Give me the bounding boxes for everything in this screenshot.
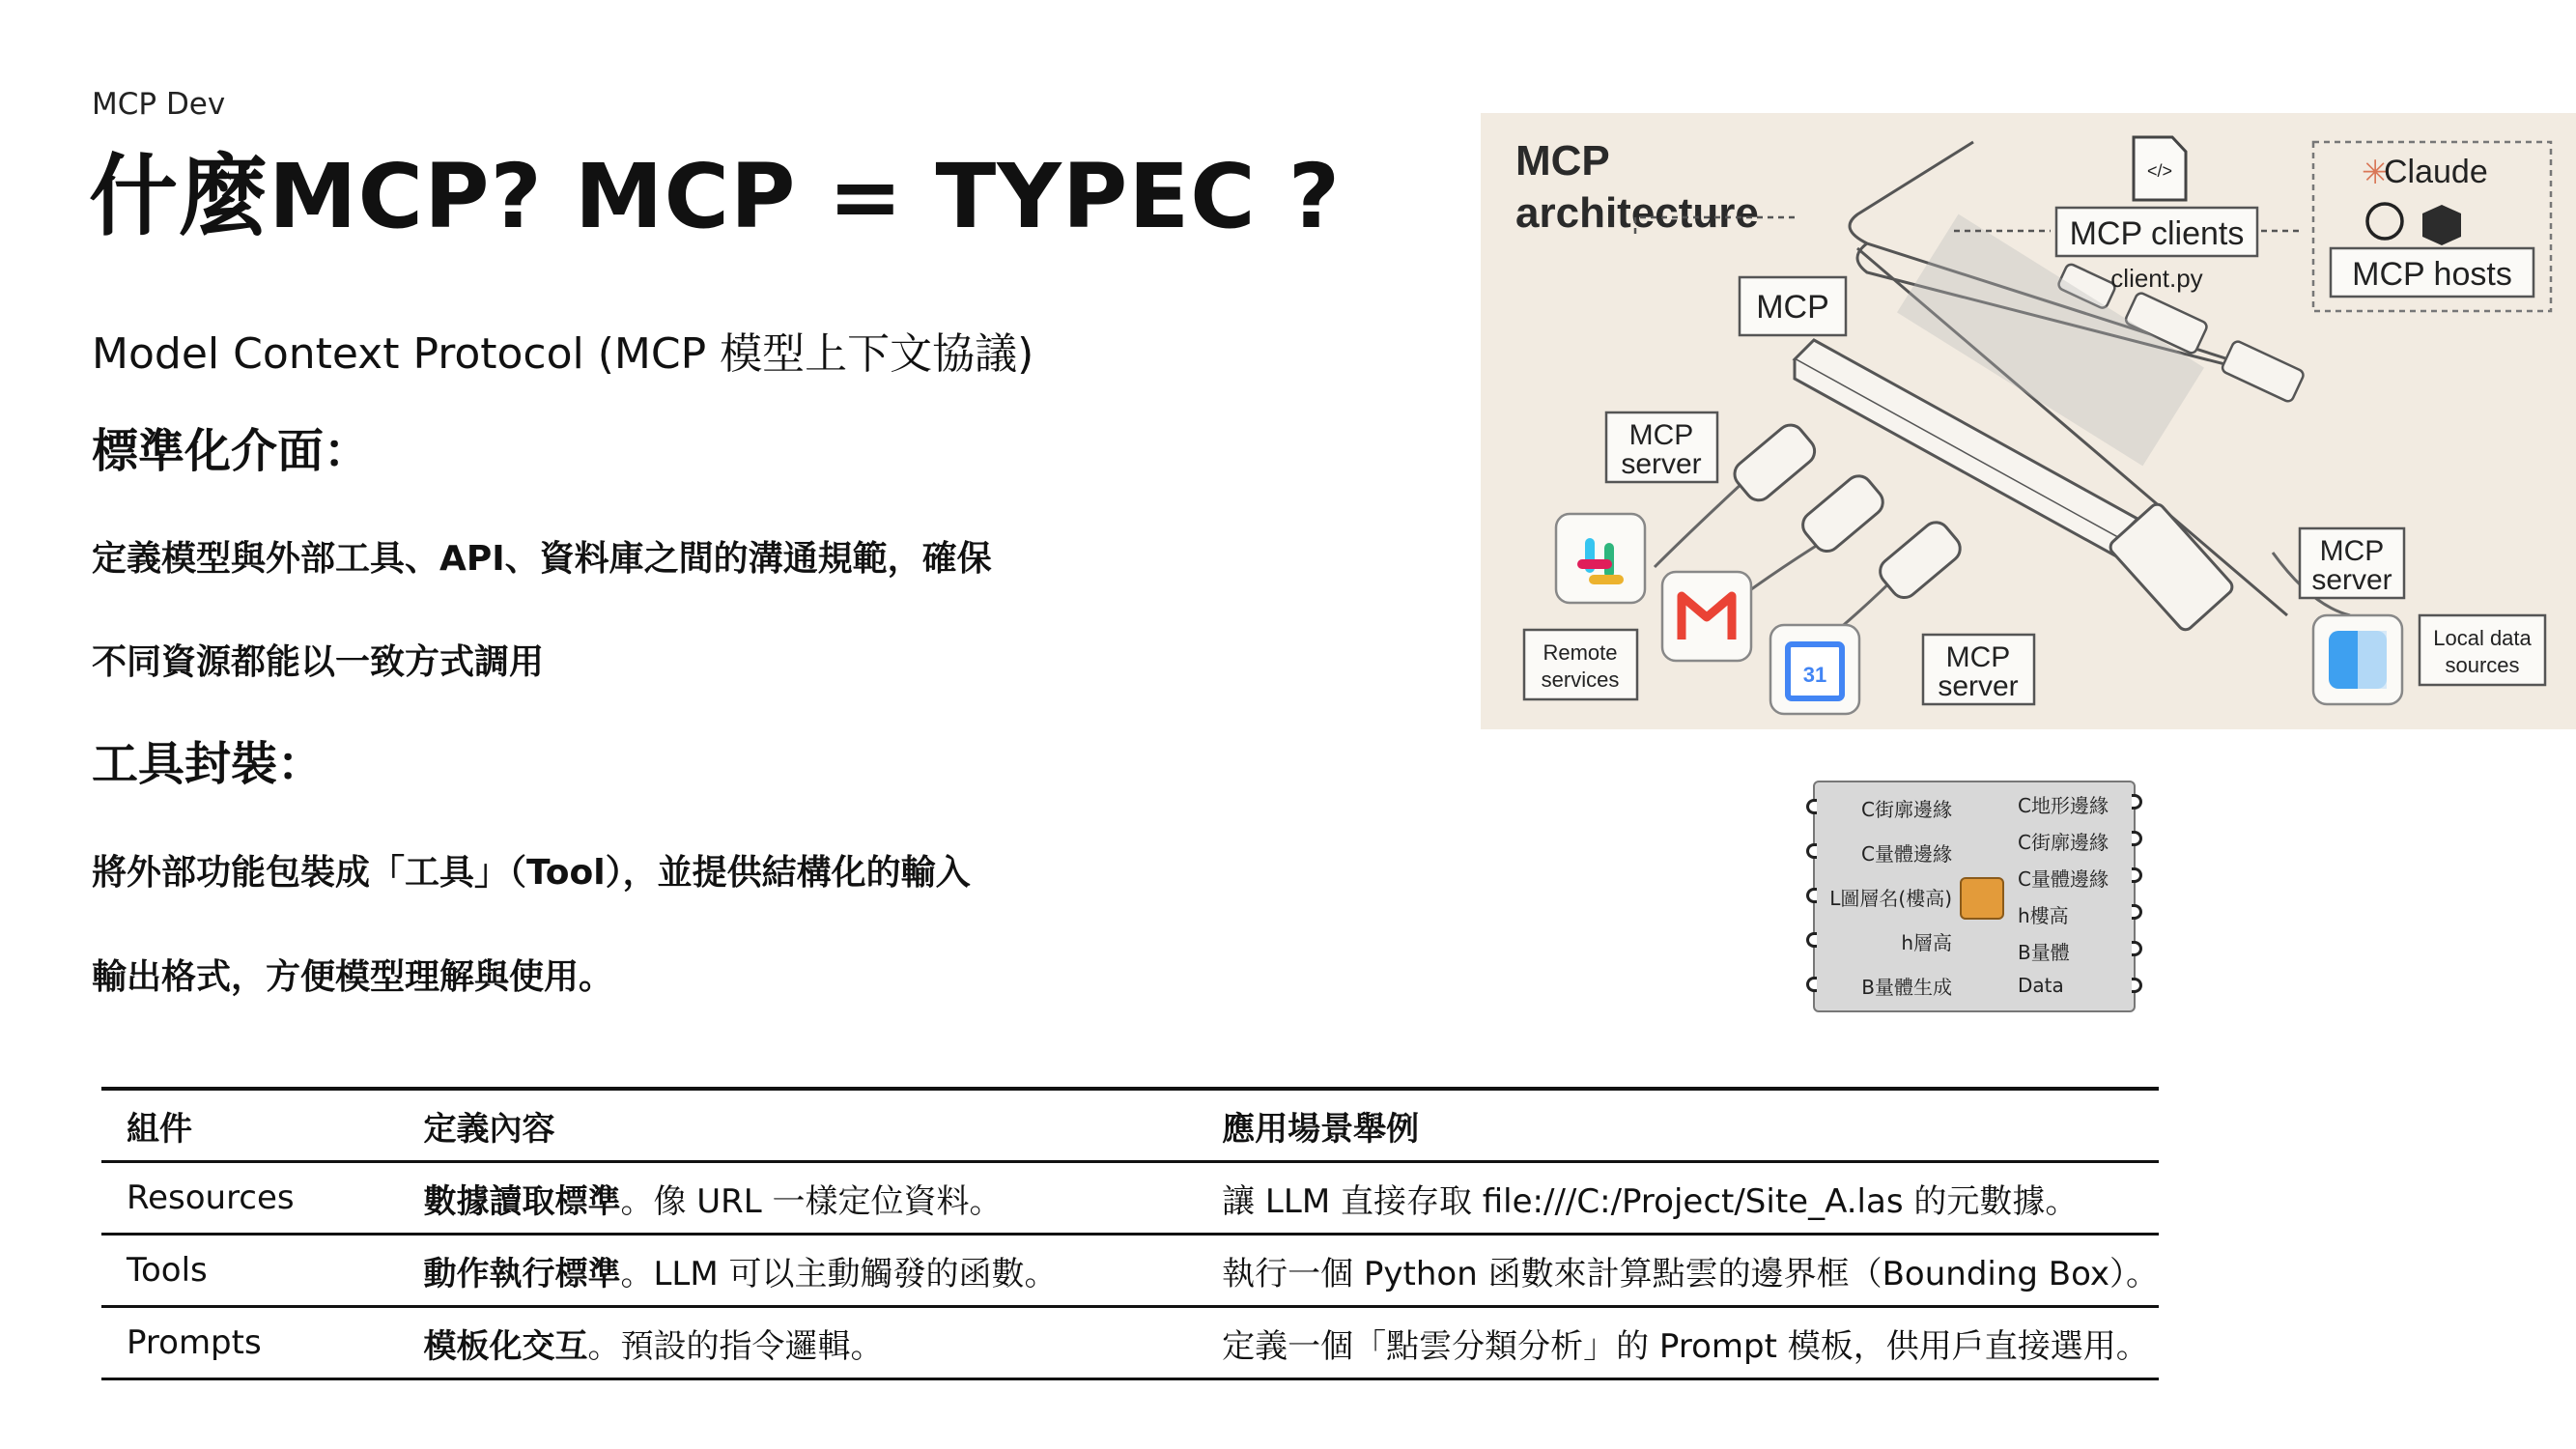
input-port[interactable] — [1806, 977, 1817, 992]
arch-title-line1: MCP — [1515, 137, 1610, 185]
output-port[interactable] — [2132, 904, 2142, 920]
client-file-label: client.py — [2110, 264, 2203, 293]
page-title: 什麼MCP? MCP = TYPEC ? — [89, 145, 1342, 248]
input-port[interactable] — [1806, 799, 1817, 814]
column-header: 應用場景舉例 — [1222, 1109, 1420, 1149]
input-pin: C量體邊緣 — [1861, 842, 1952, 866]
subtitle: Model Context Protocol (MCP 模型上下文協議) — [92, 329, 1034, 379]
definition-rest: 。預設的指令邏輯。 — [587, 1326, 884, 1366]
mcp-hosts-label: MCP hosts — [2352, 256, 2512, 293]
server-label: MCP — [1945, 641, 2011, 673]
package-icon — [1960, 877, 2004, 920]
output-pin: h樓高 — [2018, 904, 2069, 927]
local-label: sources — [2445, 653, 2520, 677]
input-pin: L圖層名(樓高) — [1829, 887, 1952, 910]
table-row — [101, 1307, 2159, 1379]
body-line: 將外部功能包裝成「工具」（Tool），並提供結構化的輸入 — [92, 853, 971, 893]
local-label: Local data — [2433, 626, 2532, 650]
input-pin: B量體生成 — [1861, 976, 1952, 999]
output-pin: C地形邊緣 — [2018, 794, 2109, 817]
column-header: 組件 — [127, 1109, 192, 1149]
definition-cell — [398, 1235, 1197, 1307]
input-pin: C街廓邊緣 — [1861, 798, 1952, 821]
column-header: 定義內容 — [423, 1109, 555, 1149]
definition-rest: 。LLM 可以主動觸發的函數。 — [620, 1254, 1058, 1293]
deck-label: MCP Dev — [92, 87, 226, 122]
output-port[interactable] — [2132, 831, 2142, 846]
component-cell: Prompts — [127, 1323, 262, 1362]
openai-icon — [2367, 204, 2402, 239]
definition-bold: 數據讀取標準 — [423, 1181, 621, 1221]
body-line: 輸出格式，方便模型理解與使用。 — [92, 957, 614, 997]
example-cell: 執行一個 Python 函數來計算點雲的邊界框（Bounding Box）。 — [1222, 1254, 2159, 1293]
definition-cell — [398, 1162, 1197, 1235]
claude-label: Claude — [2384, 154, 2488, 190]
output-pin: C量體邊緣 — [2018, 867, 2109, 891]
example-cell: 定義一個「點雲分類分析」的 Prompt 模板，供用戶直接選用。 — [1222, 1326, 2149, 1366]
definition-rest: 。像 URL 一樣定位資料。 — [620, 1181, 1003, 1221]
output-port[interactable] — [2132, 941, 2142, 956]
table-row — [101, 1162, 2159, 1235]
slack-icon — [1556, 514, 1645, 603]
definition-bold: 模板化交互 — [423, 1326, 588, 1366]
grasshopper-component[interactable] — [1813, 781, 2136, 1012]
mcp-clients-label: MCP clients — [2069, 215, 2245, 252]
server-label: MCP — [2319, 535, 2385, 567]
server-label: server — [1938, 670, 2019, 702]
section-heading-tool-wrapping: 工具封裝： — [92, 737, 325, 791]
claude-star-icon: ✳ — [2362, 154, 2390, 192]
mcp-architecture-diagram — [1481, 113, 2576, 729]
input-port[interactable] — [1806, 932, 1817, 948]
body-line: 定義模型與外部工具、API、資料庫之間的溝通規範，確保 — [92, 539, 992, 579]
remote-label: services — [1541, 668, 1620, 692]
output-pin: Data — [2018, 974, 2064, 997]
table-row — [101, 1235, 2159, 1307]
code-icon: </> — [2146, 161, 2173, 181]
output-port[interactable] — [2132, 978, 2142, 993]
definition-cell — [398, 1307, 1197, 1379]
definition-bold: 動作執行標準 — [423, 1254, 621, 1293]
input-port[interactable] — [1806, 843, 1817, 859]
mcp-label: MCP — [1756, 289, 1829, 326]
output-pin: B量體 — [2018, 941, 2070, 964]
component-cell: Resources — [127, 1179, 295, 1217]
input-port[interactable] — [1806, 888, 1817, 903]
body-line: 不同資源都能以一致方式調用 — [92, 642, 545, 682]
mcp-components-table — [101, 1087, 2159, 1380]
output-pin: C街廓邊緣 — [2018, 831, 2109, 854]
output-port[interactable] — [2132, 867, 2142, 883]
cube-icon — [2422, 205, 2461, 245]
output-port[interactable] — [2132, 794, 2142, 810]
calendar-day: 31 — [1802, 663, 1827, 687]
arch-title-line2: architecture — [1515, 189, 1759, 237]
table-header-row — [101, 1089, 2159, 1162]
section-heading-standard-interface: 標準化介面： — [92, 424, 371, 478]
example-cell: 讓 LLM 直接存取 file:///C:/Project/Site_A.las 的元數據。 — [1222, 1181, 2079, 1221]
input-pin: h層高 — [1901, 931, 1952, 954]
server-label: server — [2311, 564, 2392, 596]
component-cell: Tools — [127, 1251, 208, 1290]
server-label: MCP — [1628, 419, 1694, 451]
remote-label: Remote — [1543, 640, 1618, 665]
server-label: server — [1621, 448, 1702, 480]
